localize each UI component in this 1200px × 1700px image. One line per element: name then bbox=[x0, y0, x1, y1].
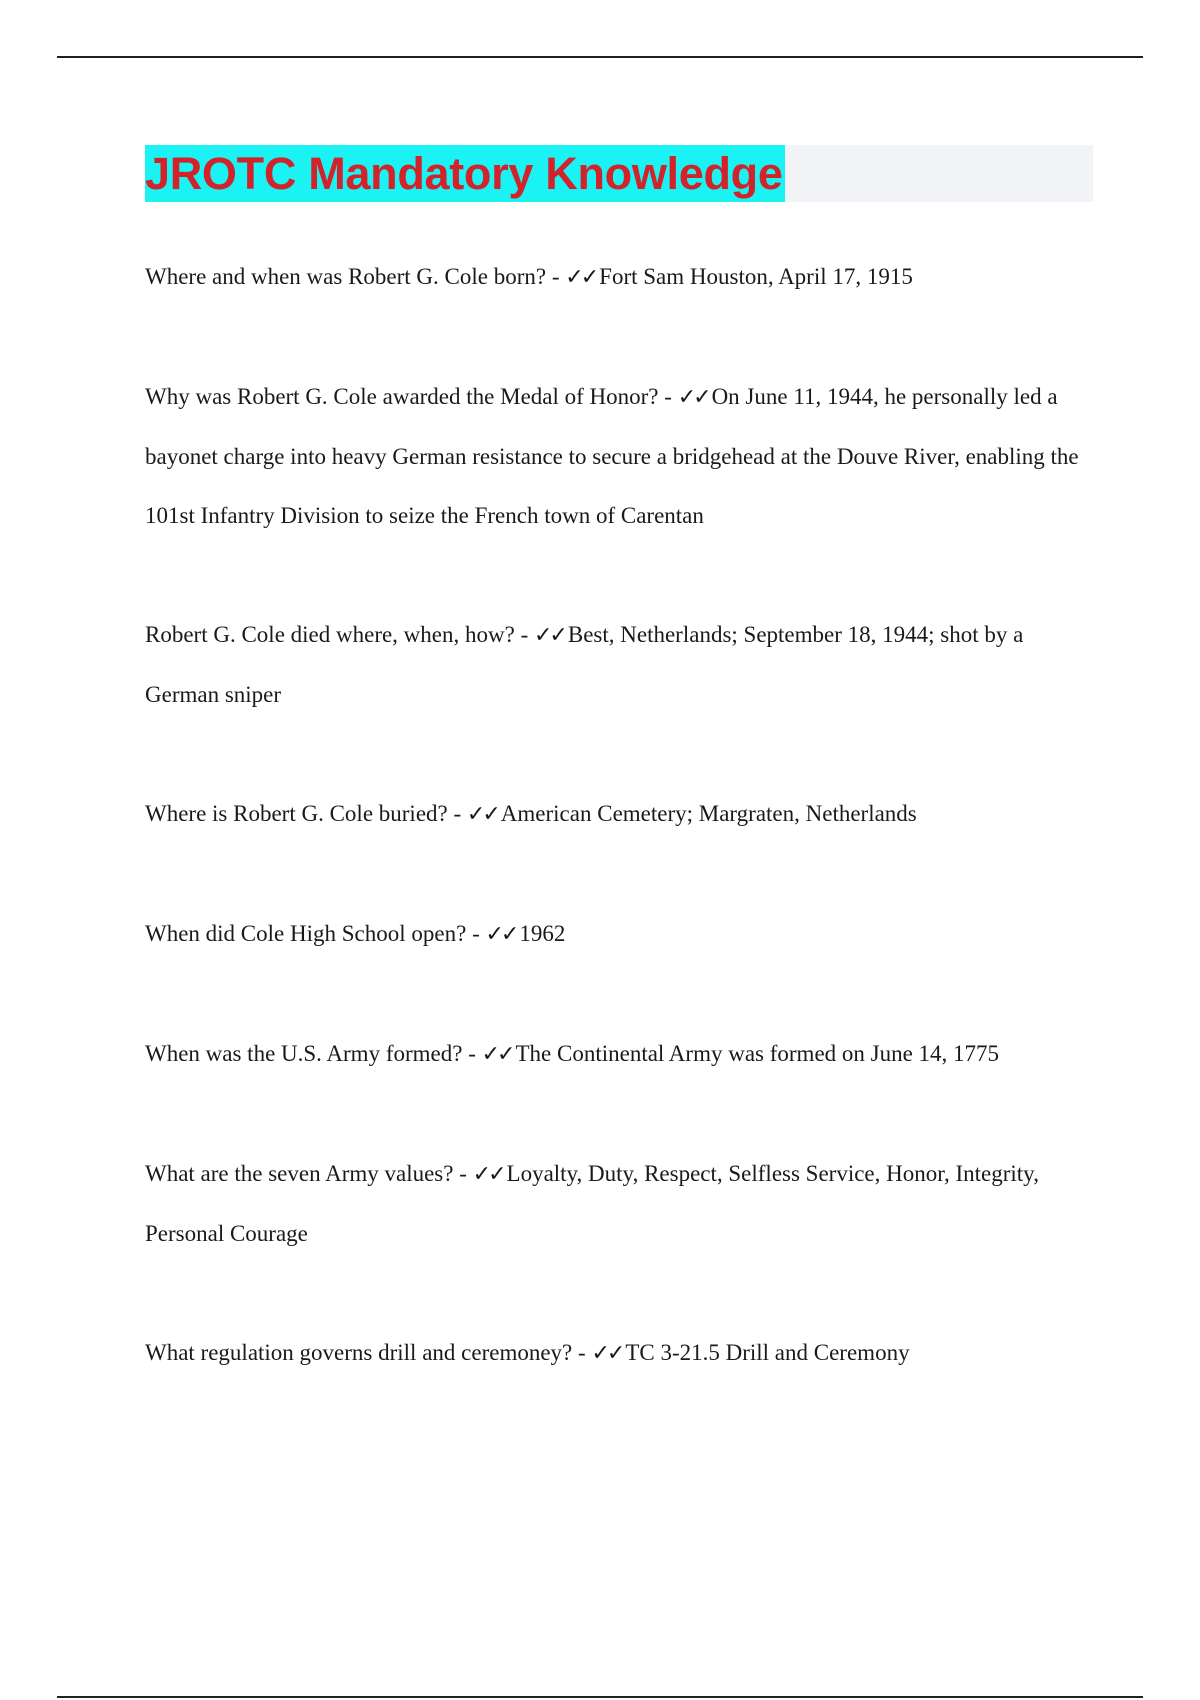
qa-item bbox=[145, 904, 1080, 964]
question-text: Where and when was Robert G. Cole born? bbox=[145, 264, 547, 289]
answer-text: American Cemetery; Margraten, Netherlands bbox=[500, 801, 917, 826]
separator: - bbox=[514, 622, 534, 647]
double-check-icon: ✓✓ bbox=[472, 1162, 504, 1187]
document-title: JROTC Mandatory Knowledge bbox=[145, 145, 785, 202]
separator: - bbox=[466, 921, 486, 946]
qa-item bbox=[145, 784, 1080, 844]
question-text: Robert G. Cole died where, when, how? bbox=[145, 622, 515, 647]
separator: - bbox=[462, 1041, 482, 1066]
answer-text: The Continental Army was formed on June 14, 1775 bbox=[515, 1041, 1000, 1066]
question-text: When was the U.S. Army formed? bbox=[145, 1041, 463, 1066]
double-check-icon: ✓✓ bbox=[481, 1042, 513, 1067]
top-rule bbox=[57, 56, 1143, 58]
qa-list bbox=[145, 247, 1080, 1443]
double-check-icon: ✓✓ bbox=[565, 265, 597, 290]
double-check-icon: ✓✓ bbox=[534, 623, 565, 648]
separator: - bbox=[658, 384, 678, 409]
answer-text: TC 3-21.5 Drill and Ceremony bbox=[625, 1340, 910, 1365]
qa-item bbox=[145, 1024, 1080, 1084]
question-text: When did Cole High School open? bbox=[145, 921, 467, 946]
answer-text: Fort Sam Houston, April 17, 1915 bbox=[599, 264, 913, 289]
question-text: What are the seven Army values? bbox=[145, 1161, 454, 1186]
answer-text: Best, Netherlands; September 18, 1944; shot by a German sniper bbox=[145, 622, 1024, 707]
separator: - bbox=[572, 1340, 592, 1365]
qa-item bbox=[145, 1144, 1080, 1263]
question-text: What regulation governs drill and ceremoney? bbox=[145, 1340, 573, 1365]
bottom-rule bbox=[57, 1696, 1143, 1698]
qa-item bbox=[145, 1323, 1080, 1383]
answer-text: On June 11, 1944, he personally led a bayonet charge into heavy German resistance to secure a bridgehead at the Douve River, enabling the 101st Infantry Division to seize the French town of Carentan bbox=[145, 384, 1079, 528]
double-check-icon: ✓✓ bbox=[466, 802, 498, 827]
qa-item bbox=[145, 605, 1080, 724]
separator: - bbox=[447, 801, 467, 826]
question-text: Why was Robert G. Cole awarded the Medal of Honor? bbox=[145, 384, 659, 409]
separator: - bbox=[453, 1161, 473, 1186]
question-text: Where is Robert G. Cole buried? bbox=[145, 801, 448, 826]
separator: - bbox=[546, 264, 566, 289]
double-check-icon: ✓✓ bbox=[591, 1341, 623, 1366]
double-check-icon: ✓✓ bbox=[677, 385, 709, 410]
qa-item bbox=[145, 247, 1080, 307]
double-check-icon: ✓✓ bbox=[485, 922, 517, 947]
answer-text: 1962 bbox=[519, 921, 566, 946]
answer-text: Loyalty, Duty, Respect, Selfless Service, Honor, Integrity, Personal Courage bbox=[145, 1161, 1039, 1246]
qa-item bbox=[145, 367, 1080, 545]
